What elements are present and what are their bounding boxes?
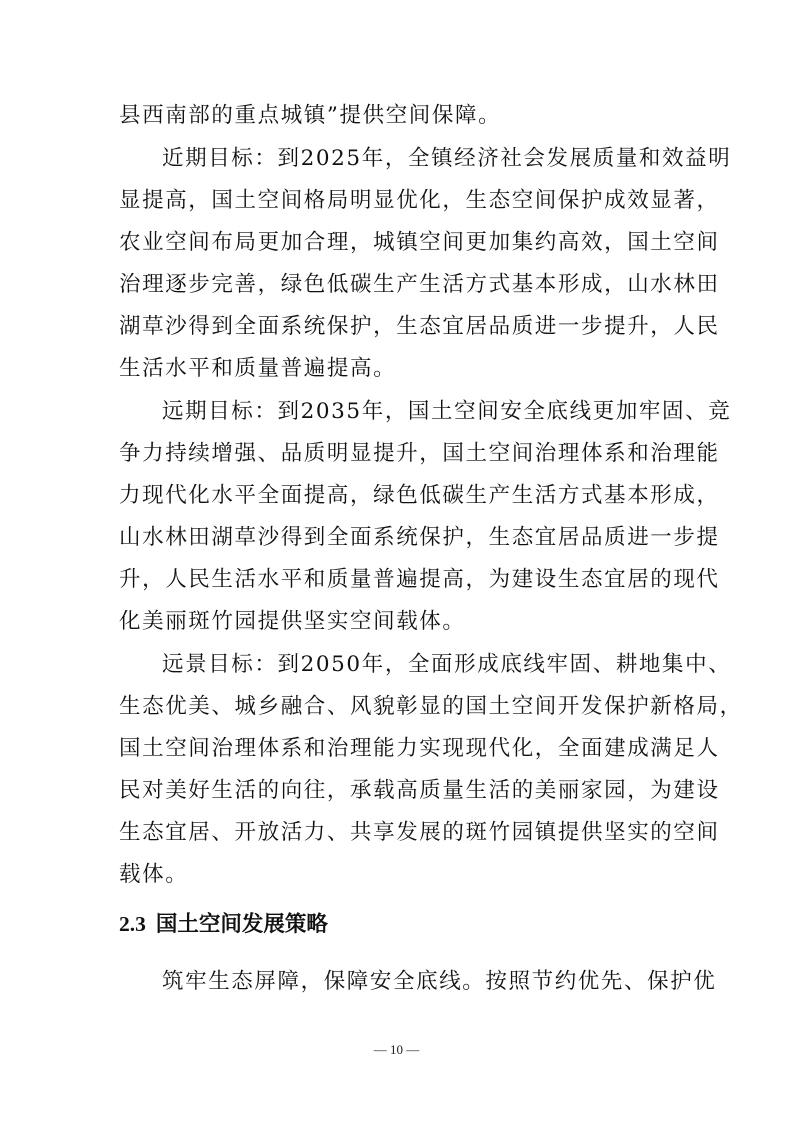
paragraph-long-term-line: 远期目标：到2035年，国土空间安全底线更加牢固、竞	[162, 399, 732, 424]
section-heading	[119, 908, 328, 941]
paragraph-near-term-line: 近期目标：到2025年，全镇经济社会发展质量和效益明	[162, 146, 732, 171]
paragraph-long-term-line: 化美丽斑竹园提供坚实空间载体。	[119, 609, 466, 634]
paragraph-vision-line: 生态宜居、开放活力、共享发展的斑竹园镇提供坚实的空间	[119, 820, 720, 845]
paragraph-near-term-line: 显提高，国土空间格局明显优化，生态空间保护成效显著，	[119, 188, 720, 213]
page-number: — 10 —	[373, 1042, 420, 1057]
paragraph-vision-line: 国土空间治理体系和治理能力实现现代化，全面建成满足人	[119, 736, 720, 761]
paragraph-strategy-line: 筑牢生态屏障，保障安全底线。按照节约优先、保护优	[162, 969, 717, 994]
paragraph-near-term-line: 农业空间布局更加合理，城镇空间更加集约高效，国土空间	[119, 230, 720, 255]
paragraph-vision-line: 生态优美、城乡融合、风貌彰显的国土空间开发保护新格局，	[119, 694, 743, 719]
paragraph-vision-line: 载体。	[119, 862, 189, 887]
paragraph-intro-line: 县西南部的重点城镇”提供空间保障。	[119, 103, 502, 128]
paragraph-long-term-line: 力现代化水平全面提高，绿色低碳生产生活方式基本形成，	[119, 483, 720, 508]
paragraph-vision-line: 民对美好生活的向往，承载高质量生活的美丽家园，为建设	[119, 778, 720, 803]
paragraph-vision-line: 远景目标：到2050年，全面形成底线牢固、耕地集中、	[162, 652, 732, 677]
paragraph-near-term-line: 生活水平和质量普遍提高。	[119, 356, 397, 381]
paragraph-near-term-line: 治理逐步完善，绿色低碳生产生活方式基本形成，山水林田	[119, 272, 720, 297]
section-number: 2.3	[119, 912, 146, 936]
section-title: 国土空间发展策略	[155, 912, 328, 937]
paragraph-near-term-line: 湖草沙得到全面系统保护，生态宜居品质进一步提升，人民	[119, 314, 720, 339]
paragraph-long-term-line: 山水林田湖草沙得到全面系统保护，生态宜居品质进一步提	[119, 525, 720, 550]
paragraph-long-term-line: 升，人民生活水平和质量普遍提高，为建设生态宜居的现代	[119, 567, 720, 592]
paragraph-long-term-line: 争力持续增强、品质明显提升，国土空间治理体系和治理能	[119, 441, 720, 466]
